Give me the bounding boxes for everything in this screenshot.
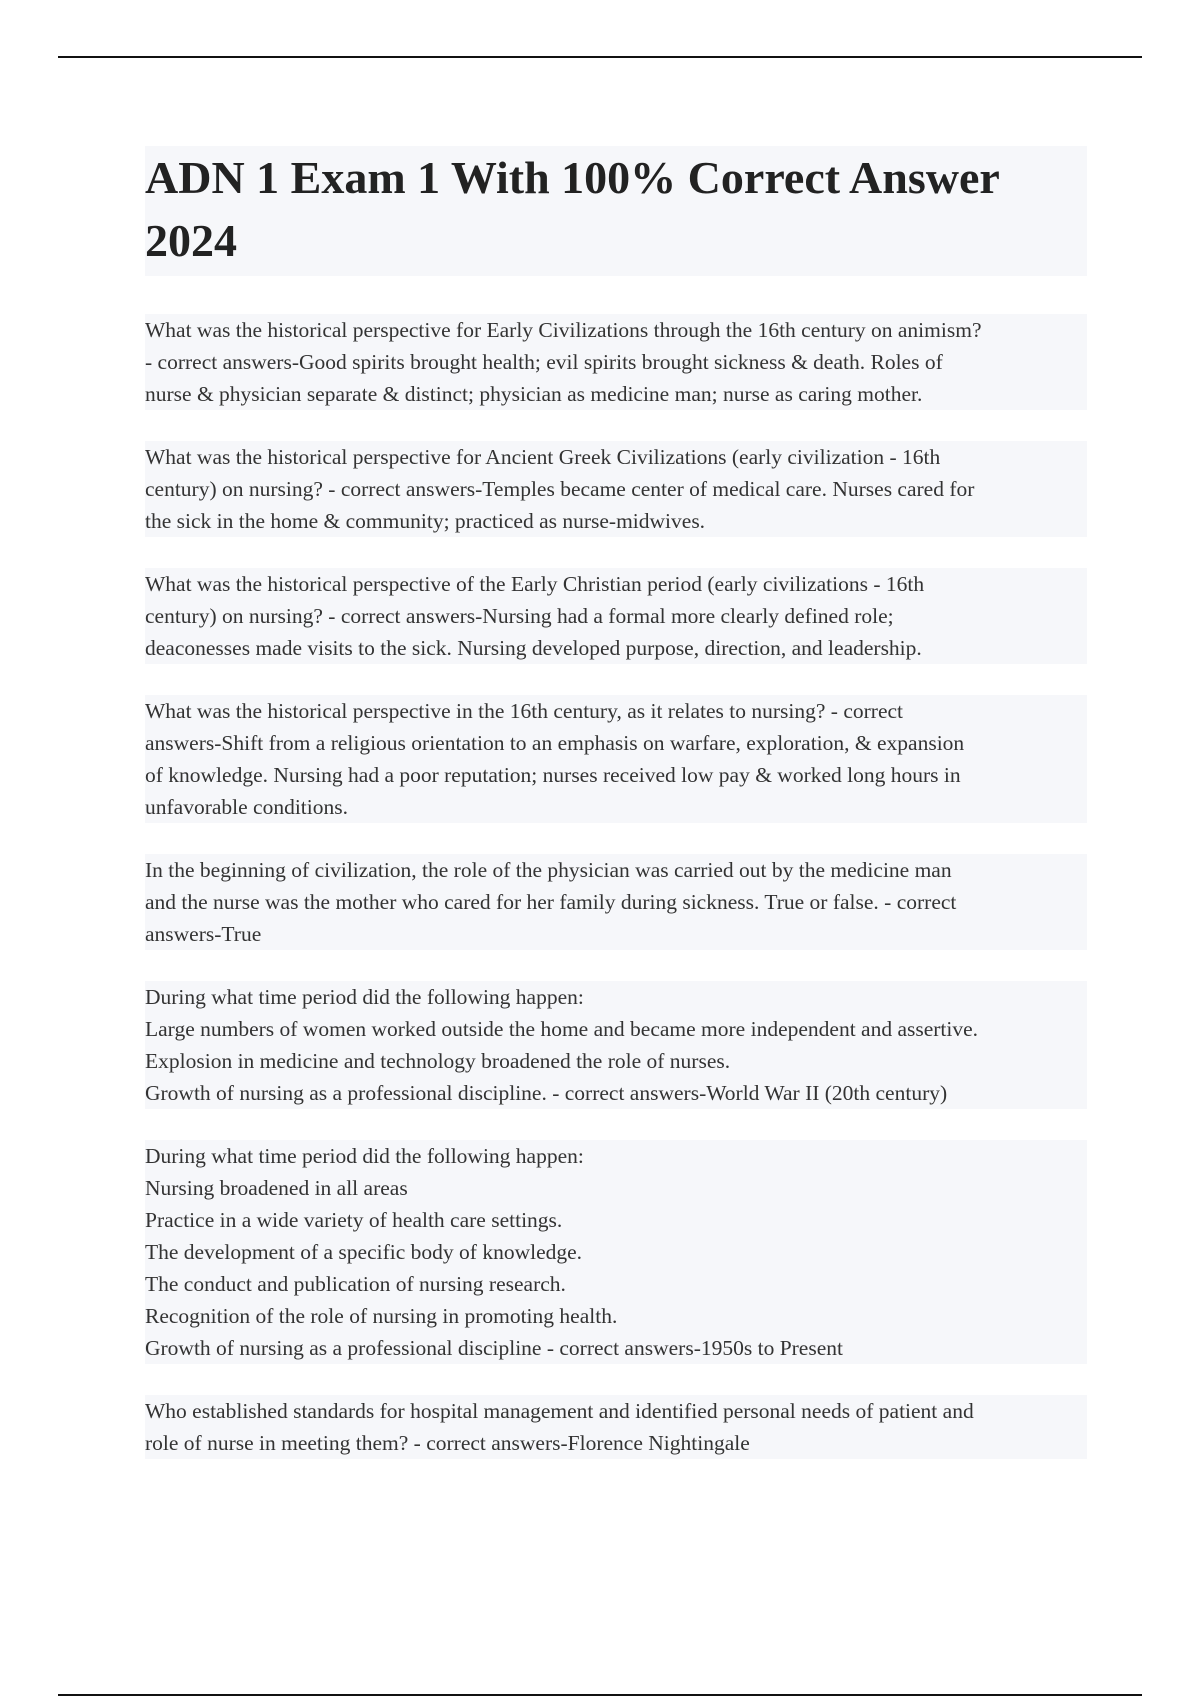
title-line-2: 2024: [145, 215, 237, 266]
entry-line: What was the historical perspective of the Early Christian period (early civilizations - 16th: [145, 572, 925, 596]
entry-line: Growth of nursing as a professional discipline. - correct answers-World War II (20th century): [145, 1081, 948, 1105]
entry-line: Nursing broadened in all areas: [145, 1176, 408, 1200]
qa-entry-6: [145, 981, 1087, 1109]
entry-line: During what time period did the following happen:: [145, 1144, 584, 1168]
qa-entry-7: [145, 1140, 1087, 1364]
qa-entry-4: [145, 695, 1087, 823]
entry-line: the sick in the home & community; practiced as nurse-midwives.: [145, 509, 706, 533]
entry-line: During what time period did the following happen:: [145, 985, 584, 1009]
entry-line: of knowledge. Nursing had a poor reputation; nurses received low pay & worked long hours in: [145, 763, 961, 787]
entry-line: nurse & physician separate & distinct; physician as medicine man; nurse as caring mother.: [145, 382, 923, 406]
entry-line: - correct answers-Good spirits brought health; evil spirits brought sickness & death. Roles of: [145, 350, 943, 374]
entry-line: answers-True: [145, 922, 262, 946]
top-divider: [58, 56, 1142, 58]
document-body: [145, 146, 1087, 1490]
entry-line: What was the historical perspective for Early Civilizations through the 16th century on animism?: [145, 318, 982, 342]
entry-line: The conduct and publication of nursing research.: [145, 1272, 566, 1296]
entry-line: Who established standards for hospital management and identified personal needs of patient and: [145, 1399, 974, 1423]
title-line-1: ADN 1 Exam 1 With 100% Correct Answer: [145, 152, 1000, 203]
entry-line: The development of a specific body of knowledge.: [145, 1240, 583, 1264]
entry-line: Growth of nursing as a professional discipline - correct answers-1950s to Present: [145, 1336, 843, 1360]
qa-entry-1: [145, 314, 1087, 410]
entry-line: Explosion in medicine and technology broadened the role of nurses.: [145, 1049, 731, 1073]
qa-list: [145, 314, 1087, 1459]
entry-line: unfavorable conditions.: [145, 795, 349, 819]
entry-line: Recognition of the role of nursing in promoting health.: [145, 1304, 618, 1328]
entry-line: What was the historical perspective in the 16th century, as it relates to nursing? - correct: [145, 699, 904, 723]
entry-line: century) on nursing? - correct answers-Nursing had a formal more clearly defined role;: [145, 604, 894, 628]
entry-line: answers-Shift from a religious orientation to an emphasis on warfare, exploration, & expansion: [145, 731, 965, 755]
bottom-divider: [58, 1694, 1142, 1696]
document-title: [145, 146, 1087, 272]
entry-line: Large numbers of women worked outside the home and became more independent and assertive.: [145, 1017, 979, 1041]
entry-line: and the nurse was the mother who cared for her family during sickness. True or false. - correct: [145, 890, 957, 914]
qa-entry-8: [145, 1395, 1087, 1459]
entry-line: What was the historical perspective for Ancient Greek Civilizations (early civilization - 16th: [145, 445, 941, 469]
title-block: [145, 146, 1087, 276]
qa-entry-5: [145, 854, 1087, 950]
qa-entry-2: [145, 441, 1087, 537]
entry-line: role of nurse in meeting them? - correct answers-Florence Nightingale: [145, 1431, 750, 1455]
entry-line: deaconesses made visits to the sick. Nursing developed purpose, direction, and leadership.: [145, 636, 922, 660]
entry-line: century) on nursing? - correct answers-Temples became center of medical care. Nurses cared for: [145, 477, 975, 501]
entry-line: In the beginning of civilization, the role of the physician was carried out by the medicine man: [145, 858, 952, 882]
entry-line: Practice in a wide variety of health care settings.: [145, 1208, 563, 1232]
qa-entry-3: [145, 568, 1087, 664]
